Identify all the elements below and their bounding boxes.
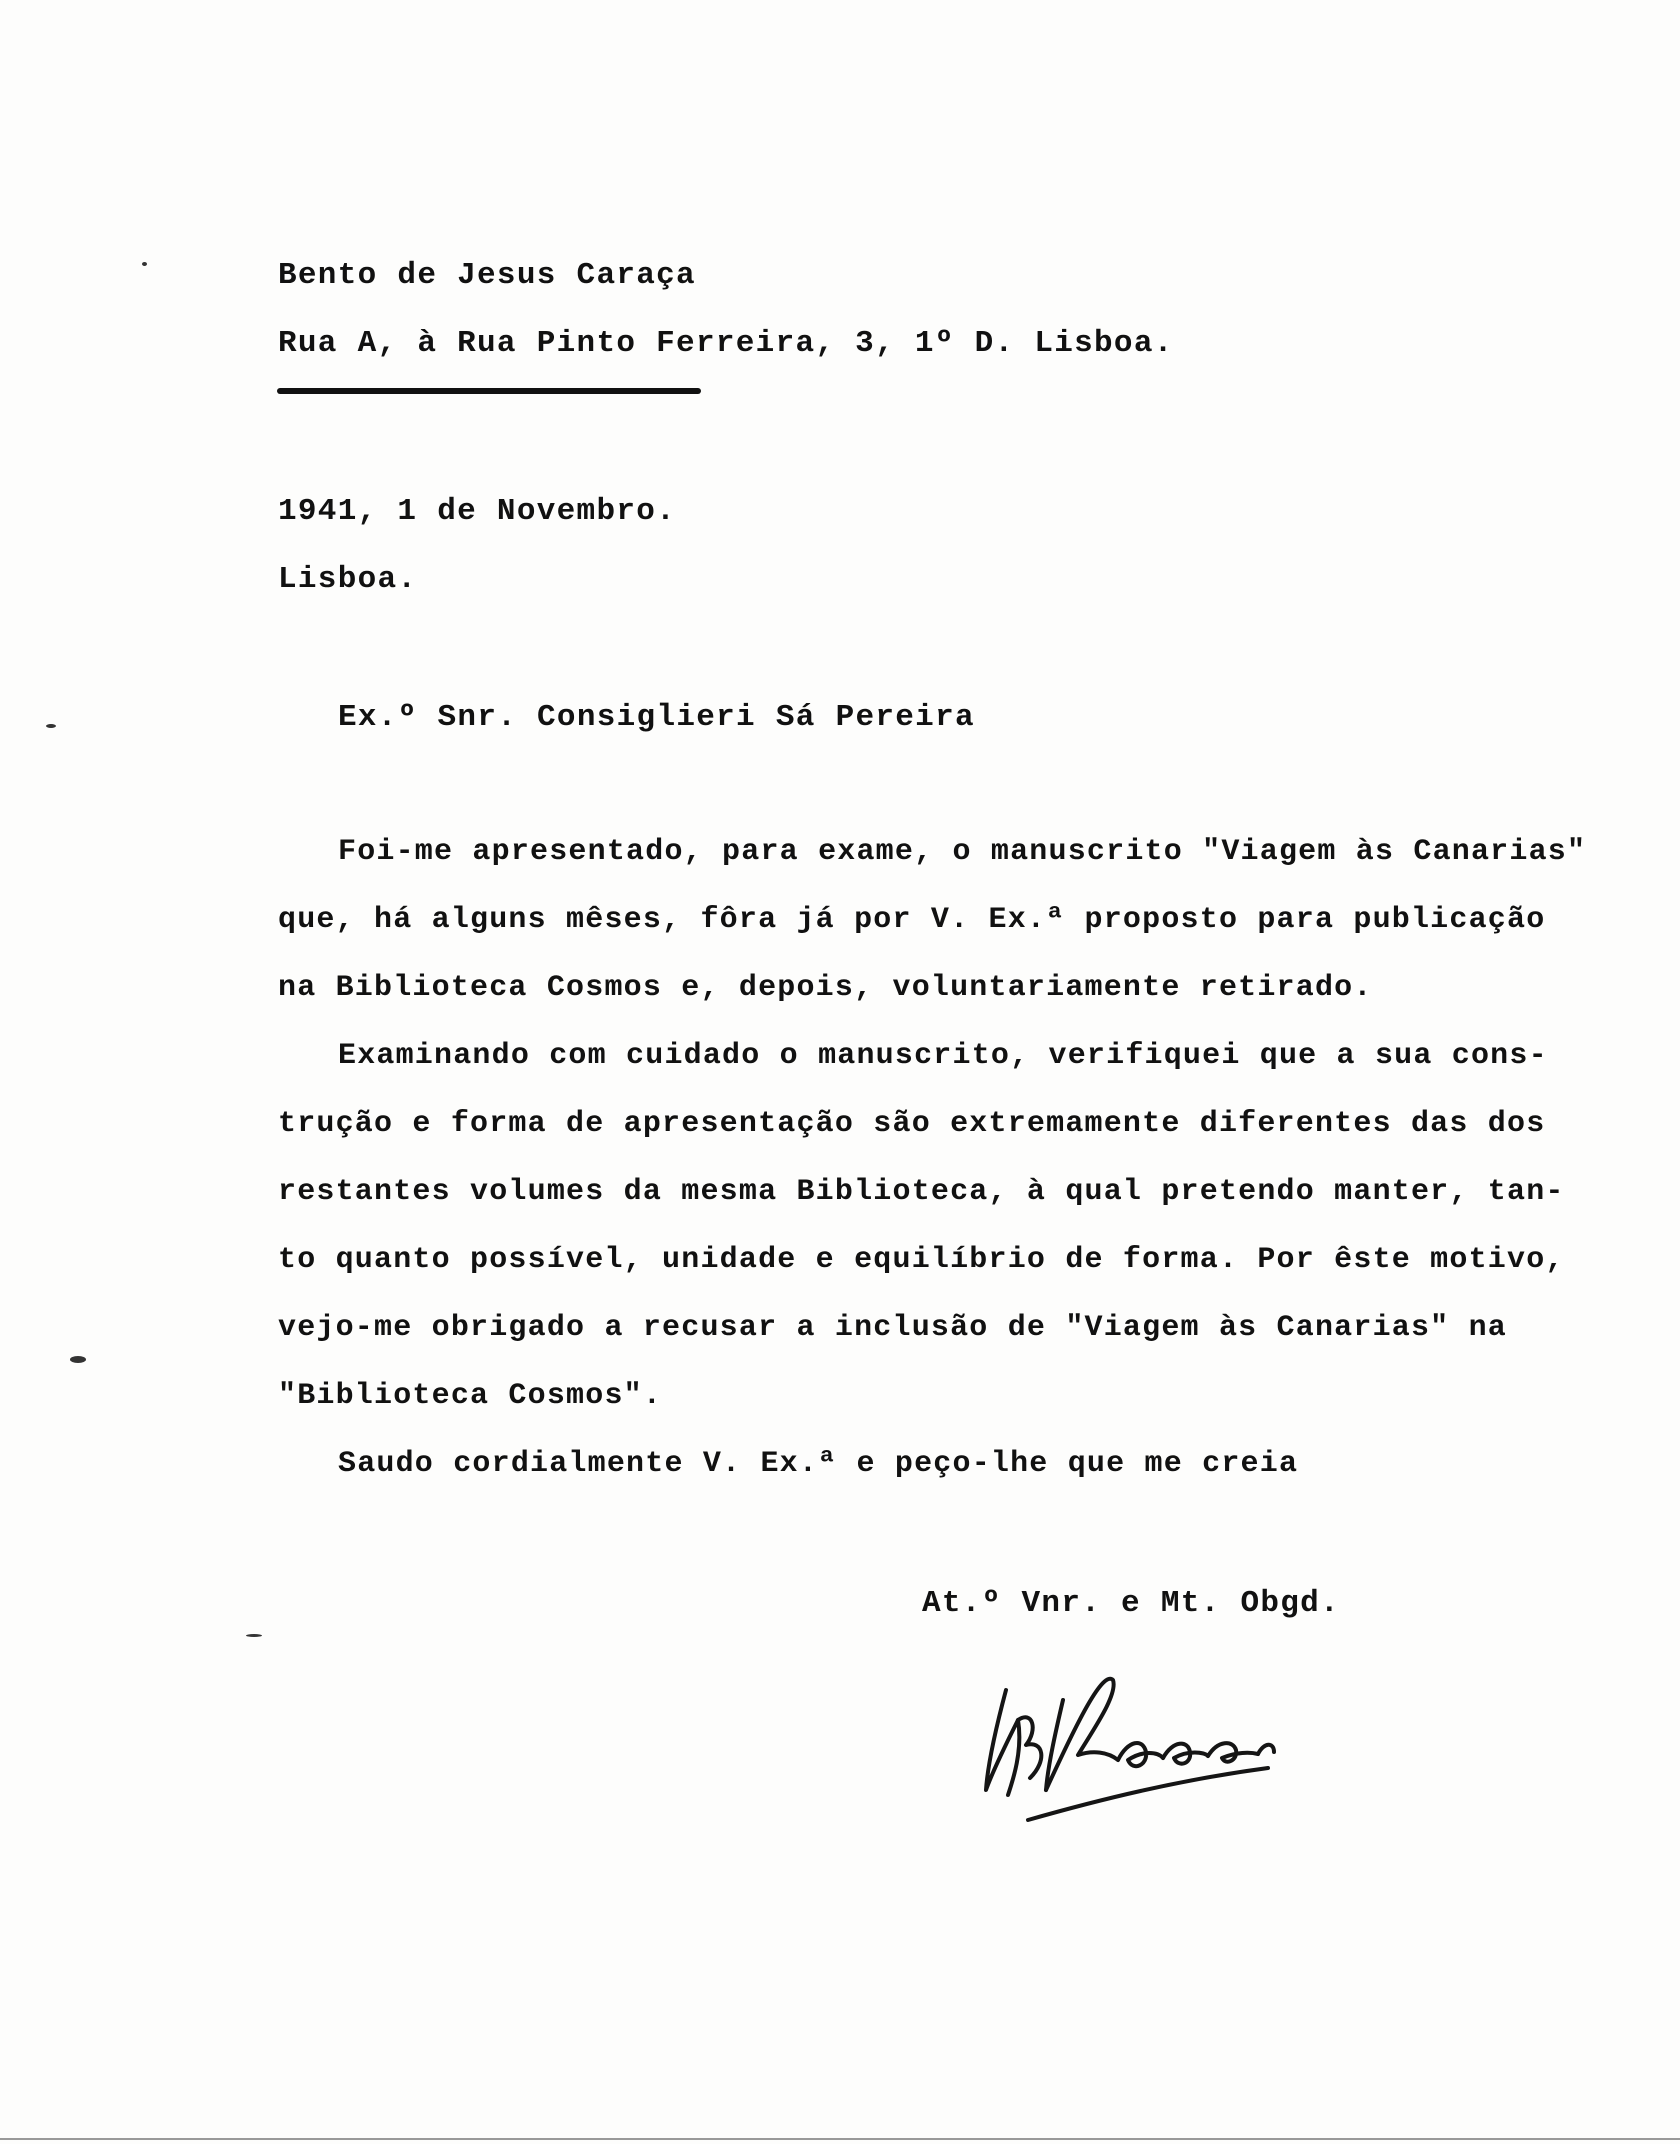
body-line: restantes volumes da mesma Biblioteca, à qual pretendo manter, tan- xyxy=(278,1175,1565,1209)
body-line: vejo-me obrigado a recusar a inclusão de "Viagem às Canarias" na xyxy=(278,1311,1507,1345)
body-line: Examinando com cuidado o manuscrito, verifiquei que a sua cons- xyxy=(338,1039,1548,1073)
header-underline xyxy=(277,388,701,394)
body-line: que, há alguns mêses, fôra já por V. Ex.ª proposto para publicação xyxy=(278,903,1546,937)
paper-speck xyxy=(246,1634,262,1637)
body-line: Foi-me apresentado, para exame, o manuscrito "Viagem às Canarias" xyxy=(338,835,1587,869)
salutation: Ex.º Snr. Consiglieri Sá Pereira xyxy=(338,700,975,735)
body-line: trução e forma de apresentação são extremamente diferentes das dos xyxy=(278,1107,1546,1141)
body-line: to quanto possível, unidade e equilíbrio de forma. Por êste motivo, xyxy=(278,1243,1565,1277)
body-line: "Biblioteca Cosmos". xyxy=(278,1379,663,1413)
paper-speck xyxy=(70,1356,86,1363)
closing-formula: At.º Vnr. e Mt. Obgd. xyxy=(922,1586,1340,1621)
body-line: na Biblioteca Cosmos e, depois, voluntariamente retirado. xyxy=(278,971,1373,1005)
sender-address: Rua A, à Rua Pinto Ferreira, 3, 1º D. Lisboa. xyxy=(278,326,1174,361)
handwritten-signature-icon xyxy=(968,1660,1348,1830)
paper-speck xyxy=(142,262,147,266)
letter-place: Lisboa. xyxy=(278,562,418,597)
body-line: Saudo cordialmente V. Ex.ª e peço-lhe que me creia xyxy=(338,1447,1299,1481)
letter-date: 1941, 1 de Novembro. xyxy=(278,494,677,529)
scan-border xyxy=(0,2138,1680,2140)
sender-name: Bento de Jesus Caraça xyxy=(278,258,696,293)
paper-speck xyxy=(46,724,56,728)
letter-body xyxy=(278,832,1638,1512)
